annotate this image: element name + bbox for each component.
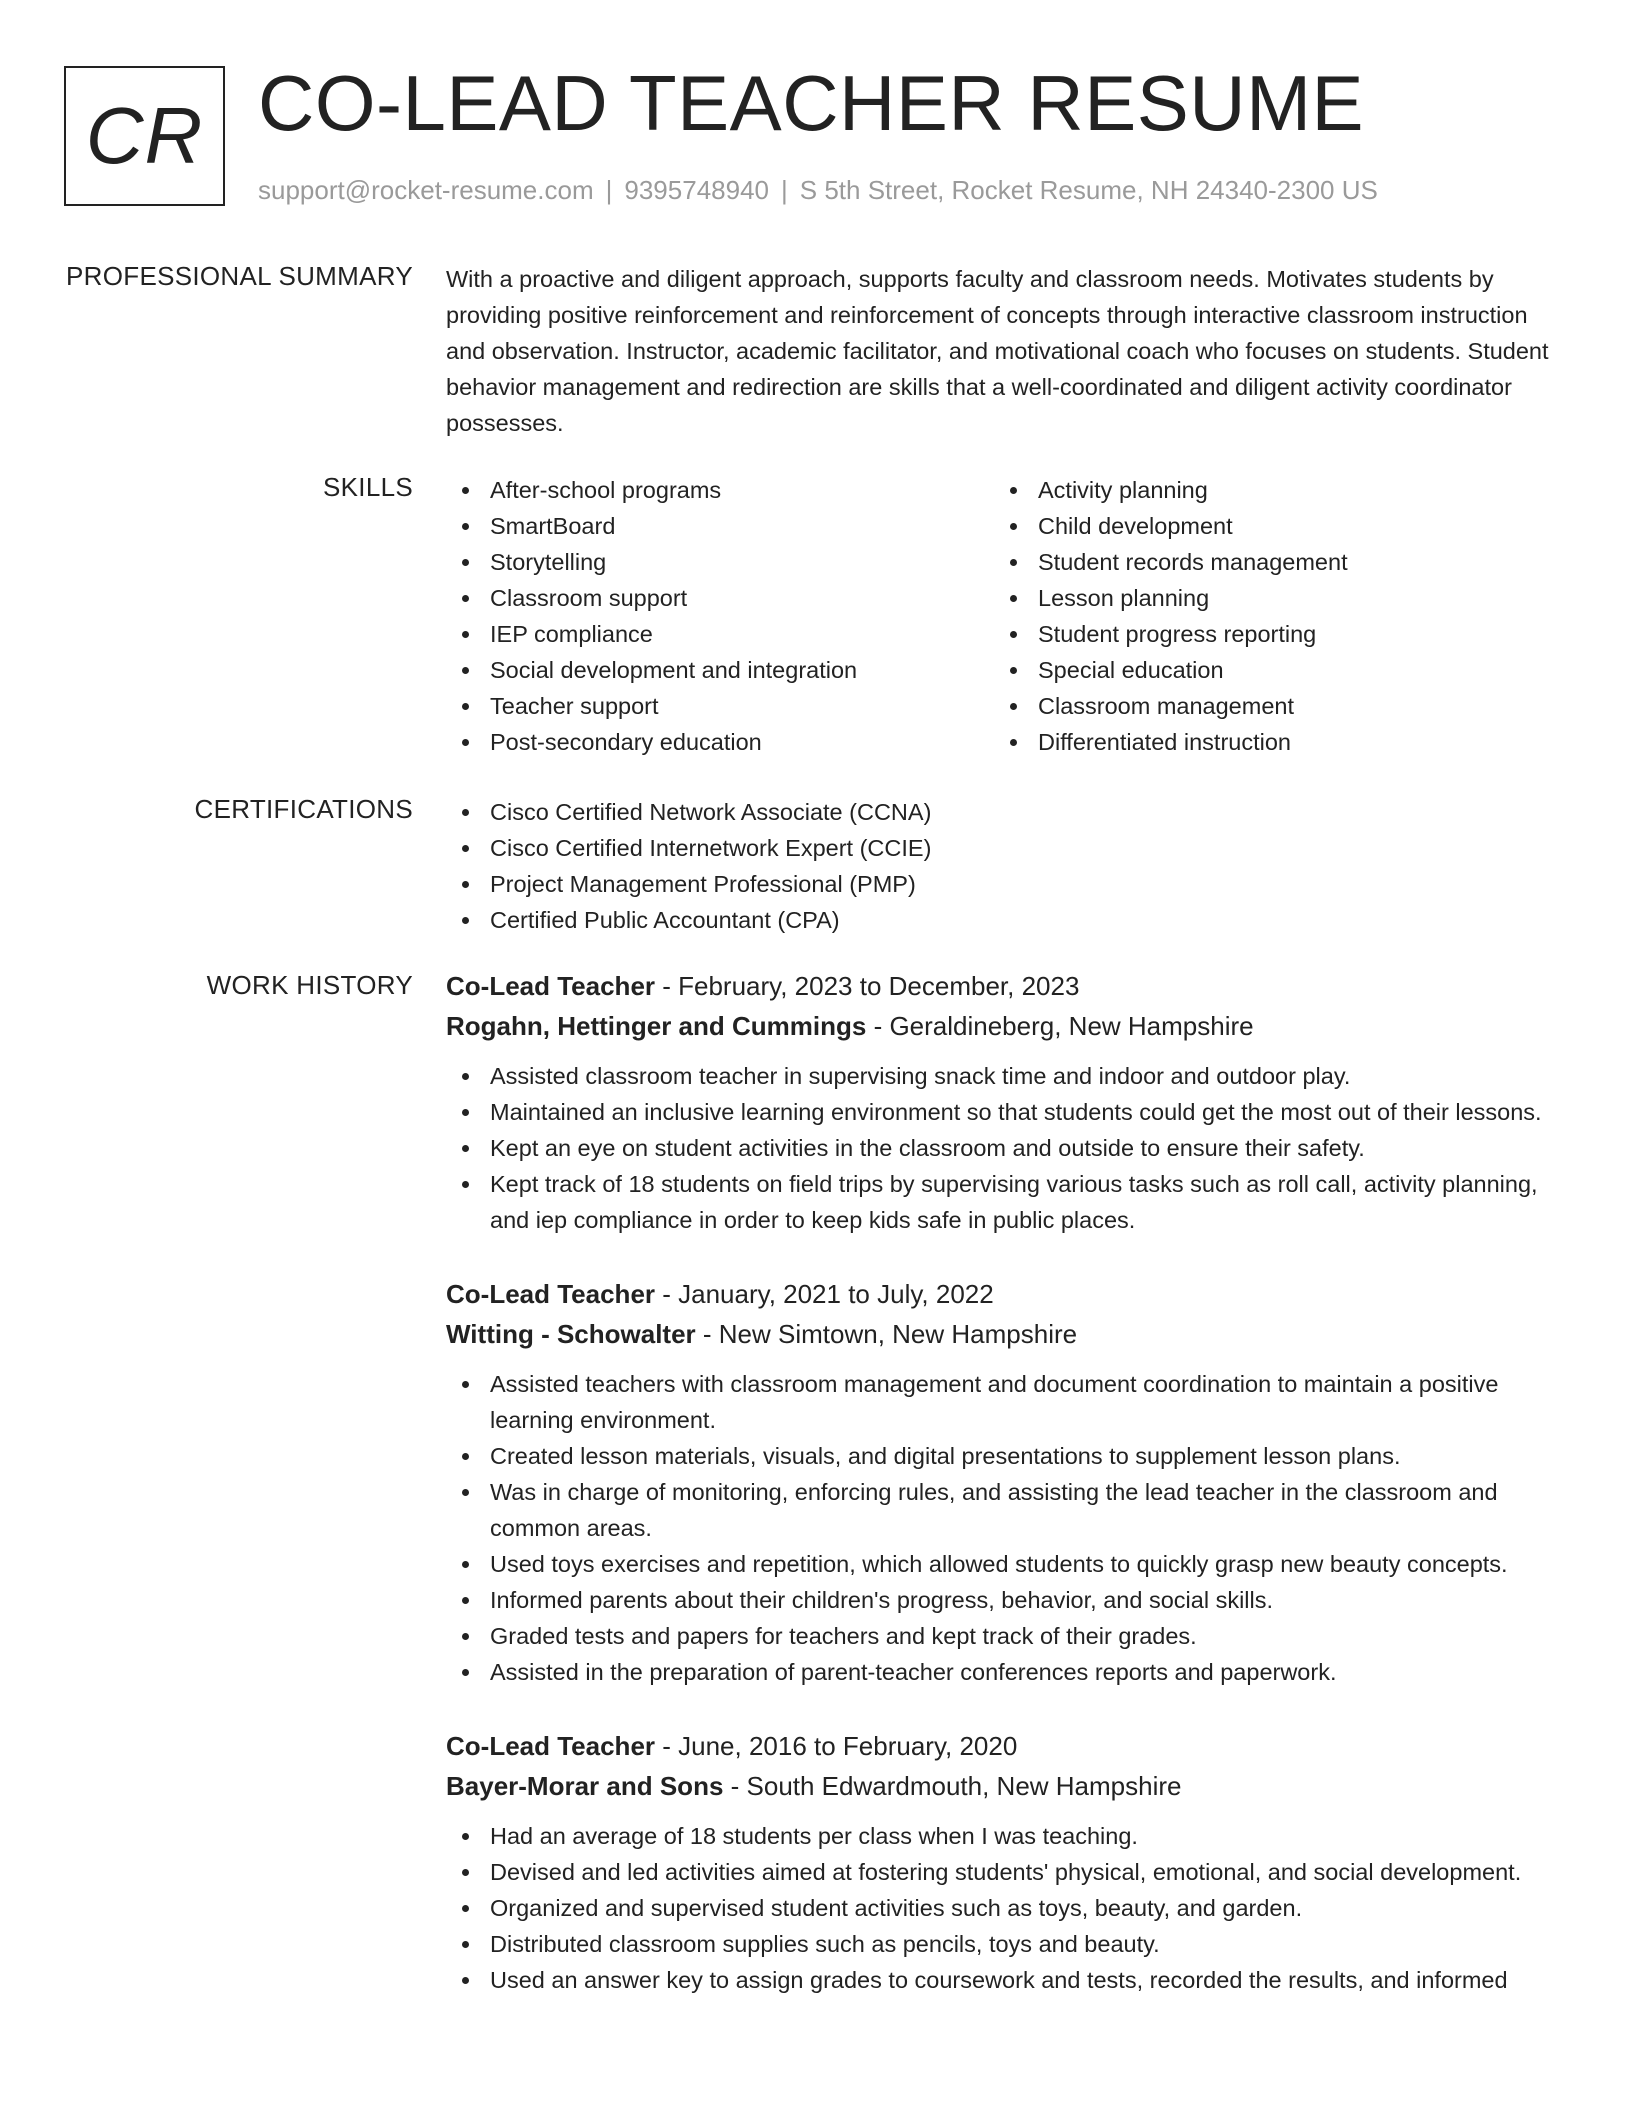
- bullet-icon: [462, 1833, 469, 1840]
- contact-line: [258, 175, 1378, 206]
- list-item: [446, 652, 994, 688]
- job-entry: [446, 966, 1566, 1238]
- list-item-text: Classroom support: [490, 585, 688, 611]
- list-item: [446, 1474, 1566, 1546]
- bullet-icon: [462, 1597, 469, 1604]
- job-location: - New Simtown, New Hampshire: [695, 1319, 1078, 1349]
- list-item-text: Child development: [1038, 513, 1233, 539]
- bullet-icon: [1010, 595, 1017, 602]
- skills-heading: SKILLS: [323, 472, 413, 502]
- job-title: Co-Lead Teacher: [446, 971, 656, 1001]
- summary-heading: PROFESSIONAL SUMMARY: [66, 261, 413, 291]
- list-item-text: Special education: [1038, 657, 1224, 683]
- list-item: [446, 1438, 1566, 1474]
- certifications-heading: CERTIFICATIONS: [194, 794, 413, 824]
- list-item: [446, 688, 994, 724]
- job-company: Witting - Schowalter: [446, 1319, 696, 1349]
- list-item-text: Was in charge of monitoring, enforcing rules, and assisting the lead teacher in the classroom and common areas.: [490, 1479, 1498, 1541]
- contact-separator: |: [605, 175, 613, 205]
- bullet-icon: [1010, 559, 1017, 566]
- work-history-jobs: [446, 966, 1566, 2034]
- job-title: Co-Lead Teacher: [446, 1731, 656, 1761]
- bullet-icon: [462, 1145, 469, 1152]
- list-item: [446, 830, 1566, 866]
- list-item: [994, 544, 1542, 580]
- list-item: [446, 508, 994, 544]
- bullet-icon: [462, 1109, 469, 1116]
- list-item: [446, 1926, 1566, 1962]
- certifications-list: [446, 794, 1566, 938]
- list-item: [446, 1818, 1566, 1854]
- bullet-icon: [462, 487, 469, 494]
- list-item-text: Certified Public Accountant (CPA): [490, 907, 840, 933]
- skills-list-left: [446, 472, 994, 760]
- bullet-icon: [462, 1905, 469, 1912]
- list-item-text: Kept an eye on student activities in the classroom and outside to ensure their safety.: [490, 1135, 1365, 1161]
- list-item: [446, 1166, 1566, 1238]
- job-company-line: [446, 1766, 1566, 1806]
- job-title-line: [446, 966, 1566, 1006]
- list-item-text: Cisco Certified Network Associate (CCNA): [490, 799, 932, 825]
- list-item-text: Cisco Certified Internetwork Expert (CCIE): [490, 835, 932, 861]
- list-item: [446, 724, 994, 760]
- job-duties-list: [446, 1818, 1566, 1998]
- list-item: [994, 724, 1542, 760]
- list-item: [446, 544, 994, 580]
- list-item: [446, 580, 994, 616]
- job-location: - Geraldineberg, New Hampshire: [866, 1011, 1254, 1041]
- bullet-icon: [462, 1489, 469, 1496]
- list-item-text: Devised and led activities aimed at fostering students' physical, emotional, and social development.: [490, 1859, 1522, 1885]
- bullet-icon: [1010, 739, 1017, 746]
- list-item: [446, 1654, 1566, 1690]
- bullet-icon: [1010, 487, 1017, 494]
- bullet-icon: [462, 703, 469, 710]
- bullet-icon: [462, 739, 469, 746]
- job-dates: - January, 2021 to July, 2022: [655, 1279, 994, 1309]
- bullet-icon: [462, 1381, 469, 1388]
- list-item-text: IEP compliance: [490, 621, 653, 647]
- bullet-icon: [462, 1181, 469, 1188]
- bullet-icon: [462, 1941, 469, 1948]
- list-item-text: Graded tests and papers for teachers and kept track of their grades.: [490, 1623, 1197, 1649]
- list-item-text: Organized and supervised student activities such as toys, beauty, and garden.: [490, 1895, 1303, 1921]
- list-item-text: Assisted in the preparation of parent-teacher conferences reports and paperwork.: [490, 1659, 1337, 1685]
- list-item: [994, 652, 1542, 688]
- list-item: [446, 1962, 1566, 1998]
- list-item: [446, 902, 1566, 938]
- job-company: Rogahn, Hettinger and Cummings: [446, 1011, 867, 1041]
- list-item-text: Project Management Professional (PMP): [490, 871, 916, 897]
- list-item: [994, 508, 1542, 544]
- list-item-text: Teacher support: [490, 693, 659, 719]
- list-item: [446, 472, 994, 508]
- list-item-text: Had an average of 18 students per class when I was teaching.: [490, 1823, 1138, 1849]
- list-item: [446, 1094, 1566, 1130]
- list-item: [446, 616, 994, 652]
- job-location: - South Edwardmouth, New Hampshire: [723, 1771, 1182, 1801]
- monogram-logo: CR: [64, 66, 225, 206]
- list-item-text: Student progress reporting: [1038, 621, 1317, 647]
- contact-separator: |: [781, 175, 788, 205]
- bullet-icon: [462, 523, 469, 530]
- list-item-text: Assisted classroom teacher in supervising snack time and indoor and outdoor play.: [490, 1063, 1351, 1089]
- list-item-text: Lesson planning: [1038, 585, 1210, 611]
- job-company-line: [446, 1006, 1566, 1046]
- bullet-icon: [462, 1561, 469, 1568]
- job-entry: [446, 1726, 1566, 1998]
- job-duties-list: [446, 1058, 1566, 1238]
- bullet-icon: [462, 917, 469, 924]
- list-item: [446, 1618, 1566, 1654]
- list-item-text: Created lesson materials, visuals, and digital presentations to supplement lesson plans.: [490, 1443, 1401, 1469]
- bullet-icon: [462, 881, 469, 888]
- list-item-text: Post-secondary education: [490, 729, 762, 755]
- list-item: [446, 866, 1566, 902]
- bullet-icon: [462, 559, 469, 566]
- bullet-icon: [462, 631, 469, 638]
- list-item-text: Activity planning: [1038, 477, 1208, 503]
- job-entry: [446, 1274, 1566, 1690]
- list-item-text: Social development and integration: [490, 657, 858, 683]
- bullet-icon: [462, 1869, 469, 1876]
- list-item-text: Used an answer key to assign grades to coursework and tests, recorded the results, and informed: [490, 1967, 1508, 1993]
- summary-text: With a proactive and diligent approach, supports faculty and classroom needs. Motivates students by providing positive reinforcement and reinforcement of concepts through interactive classroom instruction and observation. Instructor, academic facilitator, and motivational coach who focuses on students. Student behavior management and redirection are skills that a well-coordinated and diligent activity coordinator possesses.: [446, 266, 1549, 436]
- list-item-text: Assisted teachers with classroom management and document coordination to maintain a positive learning environment.: [490, 1371, 1499, 1433]
- bullet-icon: [462, 1073, 469, 1080]
- skills-list-right: [994, 472, 1542, 760]
- list-item: [994, 688, 1542, 724]
- list-item: [446, 1058, 1566, 1094]
- list-item-text: Maintained an inclusive learning environment so that students could get the most out of their lessons.: [490, 1099, 1542, 1125]
- bullet-icon: [462, 1977, 469, 1984]
- list-item-text: After-school programs: [490, 477, 722, 503]
- job-dates: - June, 2016 to February, 2020: [655, 1731, 1018, 1761]
- contact-address: S 5th Street, Rocket Resume, NH 24340-2300 US: [799, 175, 1378, 205]
- contact-email: support@rocket-resume.com: [258, 175, 594, 205]
- job-title-line: [446, 1274, 1566, 1314]
- work-history-heading: WORK HISTORY: [206, 970, 413, 1000]
- list-item: [446, 1582, 1566, 1618]
- job-title: Co-Lead Teacher: [446, 1279, 656, 1309]
- list-item: [446, 1890, 1566, 1926]
- list-item: [994, 616, 1542, 652]
- bullet-icon: [1010, 523, 1017, 530]
- job-duties-list: [446, 1366, 1566, 1690]
- list-item-text: Used toys exercises and repetition, which allowed students to quickly grasp new beauty concepts.: [490, 1551, 1508, 1577]
- list-item: [994, 472, 1542, 508]
- bullet-icon: [462, 809, 469, 816]
- job-title-line: [446, 1726, 1566, 1766]
- bullet-icon: [462, 667, 469, 674]
- job-company: Bayer-Morar and Sons: [446, 1771, 724, 1801]
- bullet-icon: [1010, 703, 1017, 710]
- list-item-text: Classroom management: [1038, 693, 1294, 719]
- list-item: [446, 1854, 1566, 1890]
- page-title: CO-LEAD TEACHER RESUME: [258, 59, 1365, 147]
- list-item-text: Student records management: [1038, 549, 1348, 575]
- bullet-icon: [462, 845, 469, 852]
- list-item-text: Distributed classroom supplies such as pencils, toys and beauty.: [490, 1931, 1160, 1957]
- list-item-text: SmartBoard: [490, 513, 616, 539]
- bullet-icon: [1010, 631, 1017, 638]
- bullet-icon: [462, 1453, 469, 1460]
- list-item: [446, 1130, 1566, 1166]
- bullet-icon: [1010, 667, 1017, 674]
- list-item: [446, 1546, 1566, 1582]
- list-item-text: Differentiated instruction: [1038, 729, 1291, 755]
- job-dates: - February, 2023 to December, 2023: [655, 971, 1080, 1001]
- list-item-text: Informed parents about their children's progress, behavior, and social skills.: [490, 1587, 1274, 1613]
- bullet-icon: [462, 1669, 469, 1676]
- contact-phone: 9395748940: [624, 175, 769, 205]
- bullet-icon: [462, 1633, 469, 1640]
- list-item-text: Kept track of 18 students on field trips by supervising various tasks such as roll call, activity planning, and iep compliance in order to keep kids safe in public places.: [490, 1171, 1538, 1233]
- list-item: [446, 1366, 1566, 1438]
- job-company-line: [446, 1314, 1566, 1354]
- list-item: [446, 794, 1566, 830]
- bullet-icon: [462, 595, 469, 602]
- list-item-text: Storytelling: [490, 549, 607, 575]
- list-item: [994, 580, 1542, 616]
